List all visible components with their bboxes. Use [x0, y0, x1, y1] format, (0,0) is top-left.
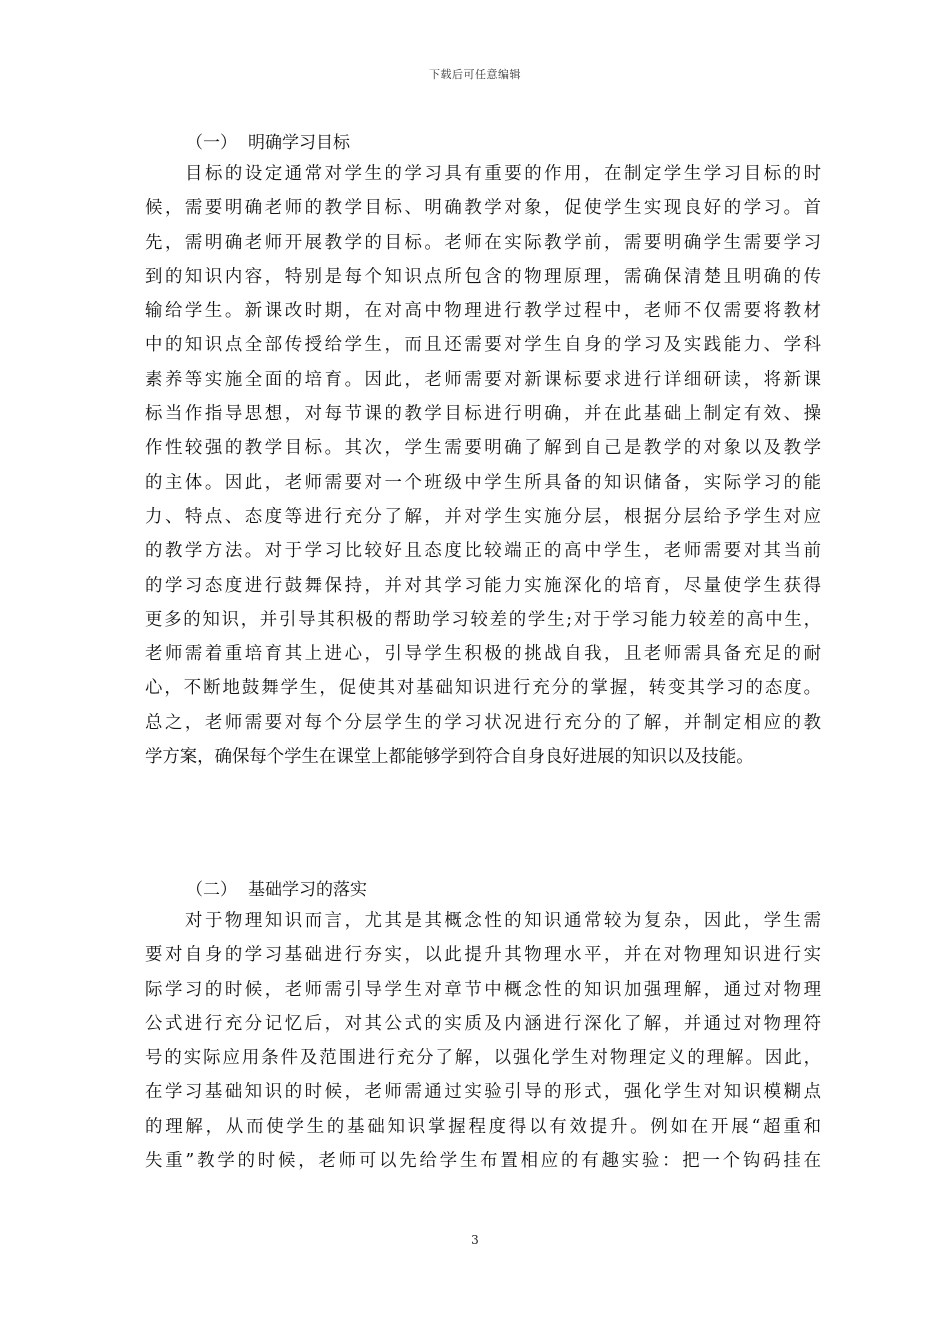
text-line: 的教学方法。对于学习比较好且态度比较端正的高中学生，老师需要对其当前: [145, 541, 821, 562]
text-line: 目标的设定通常对学生的学习具有重要的作用，在制定学生学习目标的时: [185, 164, 821, 184]
section-title: 明确学习目标: [248, 133, 350, 153]
text-line: 到的知识内容，特别是每个知识点所包含的物理原理，需确保清楚且明确的传: [145, 266, 821, 287]
section-1-paragraph: [145, 157, 821, 774]
text-line: 的理解，从而使学生的基础知识掌握程度得以有效提升。例如在开展“超重和: [145, 1116, 821, 1137]
section-2-paragraph: [145, 904, 821, 1178]
section-number: （一）: [186, 133, 237, 153]
text-line: 老师需着重培育其上进心，引导学生积极的挑战自我，且老师需具备充足的耐: [145, 644, 821, 665]
section-number: （二）: [186, 880, 237, 900]
text-line: 标当作指导思想，对每节课的教学目标进行明确，并在此基础上制定有效、操: [145, 404, 821, 425]
text-line: 总之，老师需要对每个分层学生的学习状况进行充分的了解，并制定相应的教: [145, 712, 821, 733]
text-line: 公式进行充分记忆后，对其公式的实质及内涵进行深化了解，并通过对物理符: [145, 1013, 821, 1034]
text-line: 中的知识点全部传授给学生，而且还需要对学生自身的学习及实践能力、学科: [145, 335, 821, 356]
text-line: 要对自身的学习基础进行夯实，以此提升其物理水平，并在对物理知识进行实: [145, 945, 821, 966]
text-line: 心，不断地鼓舞学生，促使其对基础知识进行充分的掌握，转变其学习的态度。: [145, 678, 821, 699]
section-title: 基础学习的落实: [248, 880, 367, 900]
text-line: 先，需明确老师开展教学的目标。老师在实际教学前，需要明确学生需要学习: [145, 232, 821, 253]
text-line: 作性较强的教学目标。其次，学生需要明确了解到自己是教学的对象以及教学: [145, 438, 821, 459]
text-line: 力、特点、态度等进行充分了解，并对学生实施分层，根据分层给予学生对应: [145, 506, 821, 527]
text-line: 的学习态度进行鼓舞保持，并对其学习能力实施深化的培育，尽量使学生获得: [145, 575, 821, 596]
section-heading-1: [186, 128, 350, 153]
page-number: 3: [471, 1233, 479, 1247]
text-line: 号的实际应用条件及范围进行充分了解，以强化学生对物理定义的理解。因此，: [145, 1048, 821, 1069]
text-line: 对于物理知识而言，尤其是其概念性的知识通常较为复杂，因此，学生需: [185, 911, 821, 931]
text-line: 输给学生。新课改时期，在对高中物理进行教学过程中，老师不仅需要将教材: [145, 301, 821, 322]
text-line: 在学习基础知识的时候，老师需通过实验引导的形式，强化学生对知识模糊点: [145, 1082, 821, 1103]
section-heading-2: [186, 875, 367, 900]
text-line: 的主体。因此，老师需要对一个班级中学生所具备的知识储备，实际学习的能: [145, 472, 821, 493]
text-line: 更多的知识，并引导其积极的帮助学习较差的学生;对于学习能力较差的高中生，: [145, 609, 821, 630]
text-line: 候，需要明确老师的教学目标、明确教学对象，促使学生实现良好的学习。首: [145, 198, 821, 219]
text-line: 际学习的时候，老师需引导学生对章节中概念性的知识加强理解，通过对物理: [145, 979, 821, 1000]
page-header: 下载后可任意编辑: [429, 68, 521, 81]
text-line: 失重”教学的时候，老师可以先给学生布置相应的有趣实验：把一个钩码挂在: [145, 1151, 821, 1172]
text-line: 素养等实施全面的培育。因此，老师需要对新课标要求进行详细研读，将新课: [145, 369, 821, 390]
text-line: 学方案，确保每个学生在课堂上都能够学到符合自身良好进展的知识以及技能。: [145, 747, 754, 768]
